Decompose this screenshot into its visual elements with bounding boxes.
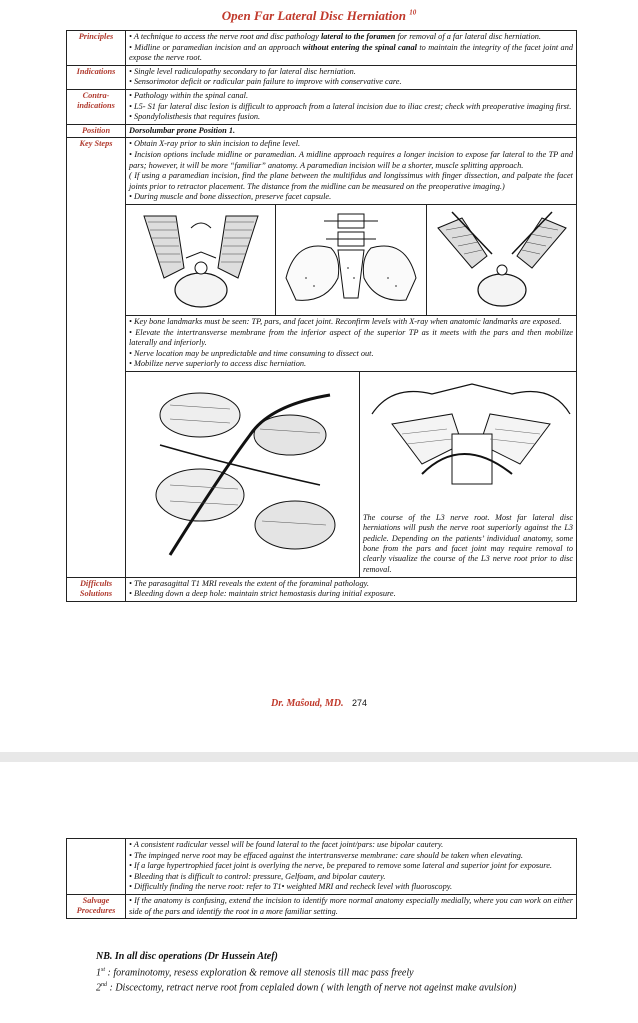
figure-nerve-dissection [126,372,359,577]
content-position: Dorsolumbar prone Position 1. [129,125,236,135]
row-difficults [67,578,576,601]
row-indications [67,66,576,90]
content-indications: • Single level radiculopathy secondary to far lateral disc herniation. • Sensorimotor deficit or radicular pain failure to improve with conservative care. [129,66,402,87]
document-page-2 [0,762,638,1023]
content-key-steps: • Obtain X-ray prior to skin incision to define level. • Incision options include midline or paramedian. A midline approach requires a longer incision to expose far lateral to the TP and pars; however, it will be more “familiar” anatomy. A paramedian incision will be a shorter, muscle splitting approach. ( If using a paramedian incision, find the plane between the multifidus and longissimus with finger dissection, and palpate the facet joints prior to retractor placement. The distance from the midline can be measured on the preoperative imaging.) • During muscle and bone dissection, preserve facet capsule. • Key bone landmarks must be seen: TP, pars, and facet joint. Reconfirm levels with X-ray when anatomic landmarks are exposed. • Elevate the intertransverse membrane from the inferior aspect of the superior TP as it meets with the pars and then mobilize laterally and inferiorly. • Nerve location may be unpredictable and time consuming to dissect out. • Mobilize nerve superiorly to access disc herniation. The course of the L3 nerve root. Most far lateral disc herniations will push the nerve root superiorly against the L3 pedicle. Depending on the patients’ individual anatomy, some bone from the pars and facet joint may require removal to clearly visualize the course of the L3 nerve root prior to disc removal. [126,138,576,577]
figure-l3-nerve-course [359,372,576,577]
label-position: Position [67,125,126,138]
figure-muscle-split-incision [126,205,276,315]
nb-heading: NB. In all disc operations (Dr Hussein Atef) [96,951,278,962]
page-number: 274 [352,698,368,708]
page-footer [0,698,638,709]
content-difficults: • The parasagittal T1 MRI reveals the extent of the foraminal pathology. • Bleeding down a deep hole: maintain strict hemostasis during initial exposure. [129,578,396,599]
page-title: Open Far Lateral Disc Herniation $^{10}$ [221,8,417,23]
nb-note [96,951,576,995]
label-key-steps: Key Steps [67,138,126,577]
figure-row-2 [126,372,576,577]
figure-row-1 [126,204,576,316]
label-contraindications: Contra-indications [67,90,126,124]
label-principles: Principles [67,31,126,65]
row-salvage [67,895,576,918]
label-difficults: Difficults Solutions [67,578,126,601]
row-contraindications [67,90,576,125]
nb-line-1: 1st : foraminotomy, resess exploration & remove all stenosis till mac pass freely [96,966,414,978]
continued-table [66,838,577,919]
label-salvage: Salvage Procedures [67,895,126,918]
content-continued: • A consistent radicular vessel will be found lateral to the facet joint/pars: use bipolar cautery. • The impinged nerve root may be effaced against the intertransverse membrane: care should be taken when elevating. • If a large hypertrophied facet joint is overlying the nerve, be prepared to remove some lateral and superior joint for exposure. • Bleeding that is difficult to control: pressure, Gelfoam, and bipolar cautery. • Difficultly finding the nerve root: refer to T1• weighted MRI and recheck level with fluoroscopy. [129,840,552,892]
label-indications: Indications [67,66,126,89]
row-key-steps [67,138,576,578]
figure-retractor-placement [427,205,576,315]
nb-line-2: 2nd : Discectomy, retract nerve root from ceplaled down ( with length of nerve not ageinst make avulsion) [96,982,517,994]
content-salvage: • If the anatomy is confusing, extend the incision to identify more normal anatomy especially medially, where you can work on either side of the pars and identify the root in a more familiar setting. [129,895,573,916]
author-name: Dr. Maŝoud, MD. [270,698,344,709]
procedure-table [66,30,577,602]
row-position [67,125,576,139]
figure-pelvis-landmarks [276,205,427,315]
figure-caption: The course of the L3 nerve root. Most far lateral disc herniations will push the nerve root superiorly against the L3 pedicle. Depending on the patients’ individual anatomy, some bone from the pars and facet joint may require removal to clearly visualize the course of the L3 nerve root prior to disc removal. [360,511,576,577]
title-reference: 10 [409,8,417,17]
label-empty [67,839,126,894]
row-continued-difficults [67,839,576,895]
row-principles [67,31,576,66]
content-contraindications: • Pathology within the spinal canal. • L5- S1 far lateral disc lesion is difficult to approach from a lateral incision due to iliac crest; check with preoperative imaging first. • Spondylolisthesis that requires fusion. [129,90,572,122]
content-principles: • A technique to access the nerve root and disc pathology lateral to the foramen for removal of a far lateral disc herniation. • Midline or paramedian incision and an approach without entering the spinal canal to maintain the integrity of the facet joint and expose the nerve root. [129,32,573,63]
